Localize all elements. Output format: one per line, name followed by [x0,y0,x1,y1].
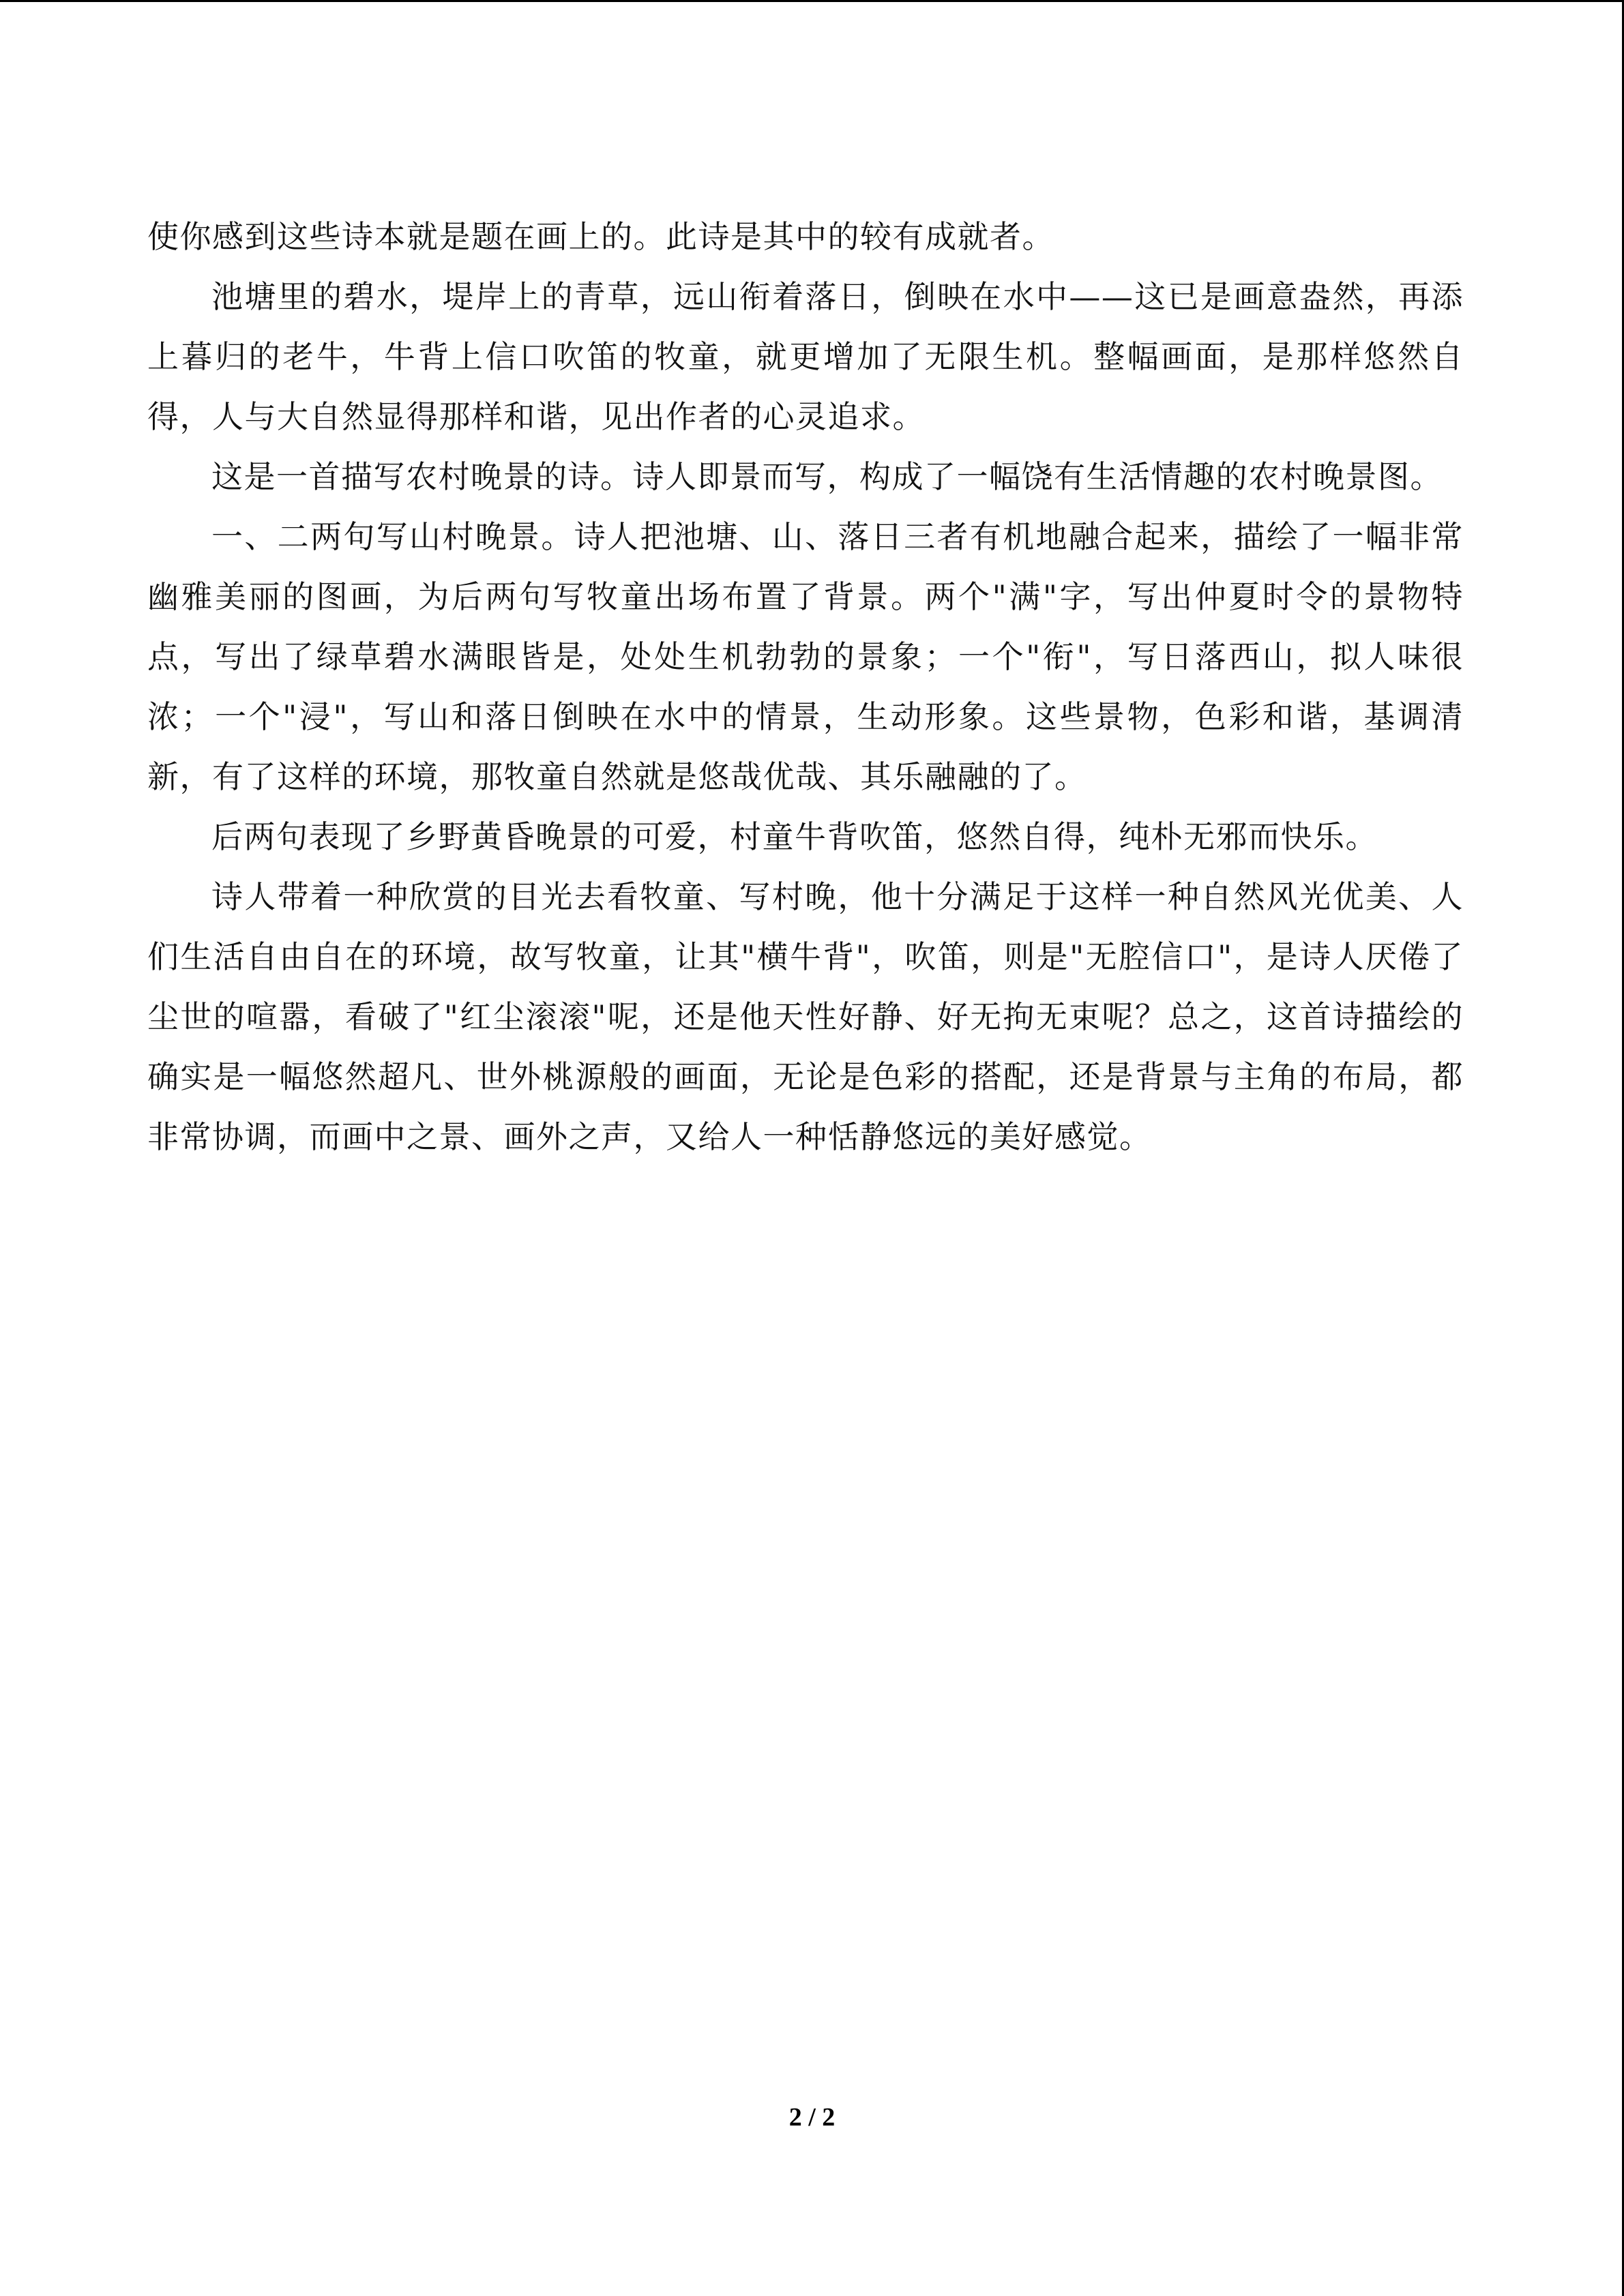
paragraph-summary: 这是一首描写农村晚景的诗。诗人即景而写，构成了一幅饶有生活情趣的农村晚景图。 [211,458,1443,495]
paragraph-first-two-lines: 一、二两句写山村晚景。诗人把池塘、山、落日三者有机地融合起来，描绘了一幅非常幽雅美丽的图画，为后两句写牧童出场布置了背景。两个"满"字，写出仲夏时令的景物特点，写出了绿草碧水满眼皆是，处处生机勃勃的景象；一个"衔"，写日落西山，拟人味很浓；一个"浸"，写山和落日倒映在水中的情景，生动形象。这些景物，色彩和谐，基调清新，有了这样的环境，那牧童自然就是悠哉优哉、其乐融融的了。 [147,518,1464,795]
paragraph-last-two-lines: 后两句表现了乡野黄昏晚景的可爱，村童牛背吹笛，悠然自得，纯朴无邪而快乐。 [211,818,1378,855]
paragraph-continuation: 使你感到这些诗本就是题在画上的。此诗是其中的较有成就者。 [147,218,1054,255]
page-number: 2 / 2 [788,2103,836,2132]
paragraph-conclusion: 诗人带着一种欣赏的目光去看牧童、写村晚，他十分满足于这样一种自然风光优美、人们生活自由自在的环境，故写牧童，让其"横牛背"，吹笛，则是"无腔信口"，是诗人厌倦了尘世的喧嚣，看破了"红尘滚滚"呢，还是他天性好静、好无拘无束呢？总之，这首诗描绘的确实是一幅悠然超凡、世外桃源般的画面，无论是色彩的搭配，还是背景与主角的布局，都非常协调，而画中之景、画外之声，又给人一种恬静悠远的美好感觉。 [147,878,1464,1155]
article-body [147,207,1464,1167]
paragraph-scene-description: 池塘里的碧水，堤岸上的青草，远山衔着落日，倒映在水中——这已是画意盎然，再添上暮归的老牛，牛背上信口吹笛的牧童，就更增加了无限生机。整幅画面，是那样悠然自得，人与大自然显得那样和谐，见出作者的心灵追求。 [147,278,1464,435]
